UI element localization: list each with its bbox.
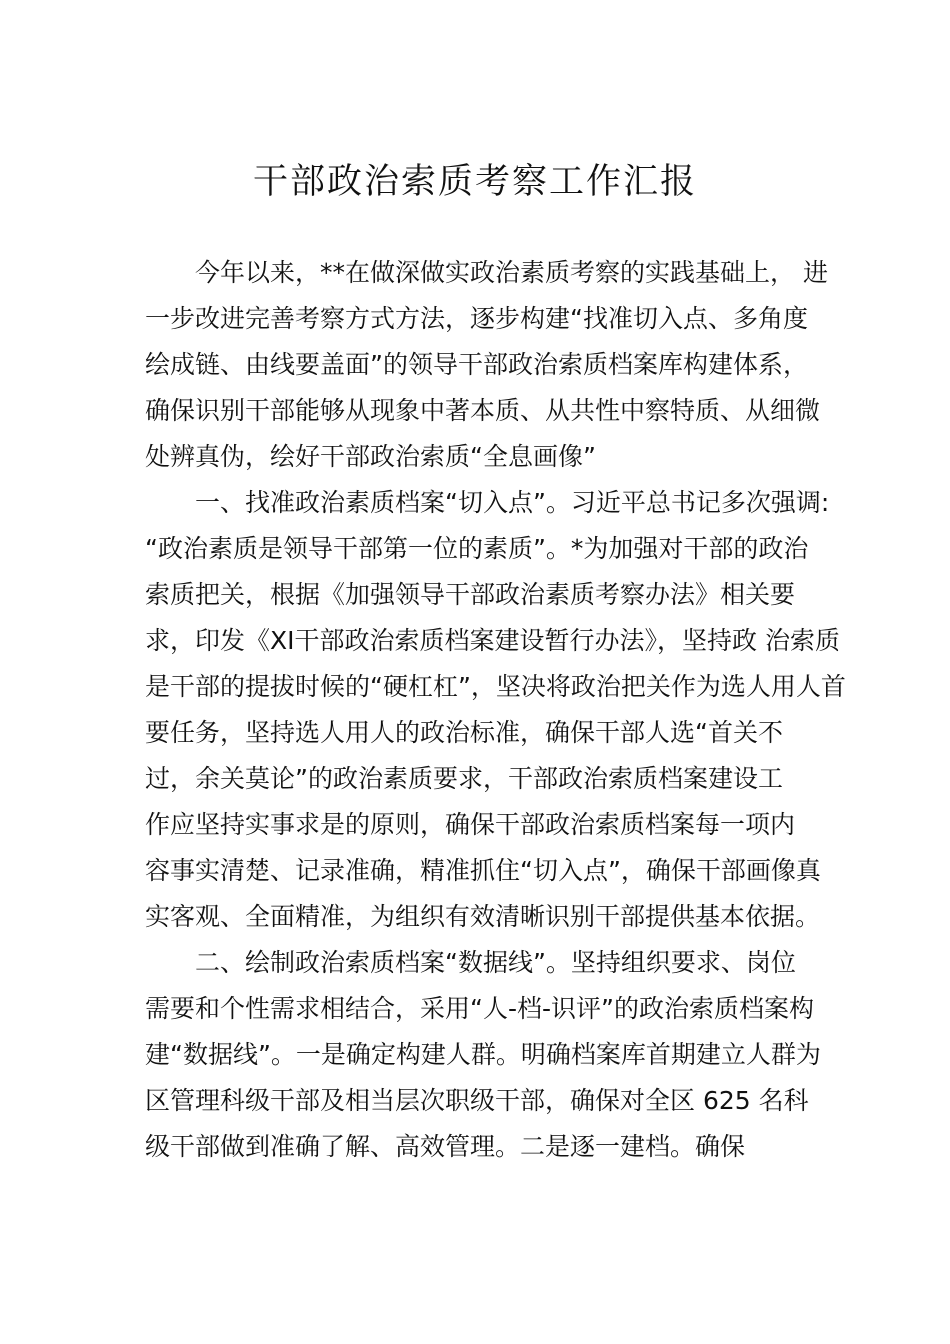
body-line: 需要和个性需求相结合，采用“人-档-识评”的政治索质档案构 (145, 994, 814, 1023)
body-line: 容事实清楚、记录准确，精准抓住“切入点”，确保干部画像真 (145, 856, 821, 885)
body-line: 今年以来，**在做深做实政治素质考察的实践基础上， 进 (195, 258, 828, 287)
body-line: 是干部的提拔时候的“硬杠杠”，坚决将政治把关作为选人用人首 (145, 672, 846, 701)
body-line: 一、找准政治素质档案“切入点”。习近平总书记多次强调: (195, 488, 830, 517)
body-line: 过，余关莫论”的政治素质要求，干部政治索质档案建设工 (145, 764, 783, 793)
document-body (145, 250, 846, 1170)
document-title: 干部政治索质考察工作汇报 (252, 162, 697, 202)
body-line: 绘成链、由线要盖面”的领导干部政治索质档案库构建体系， (145, 350, 808, 379)
body-line: 确保识别干部能够从现象中著本质、从共性中察特质、从细微 (145, 396, 821, 425)
body-line: 求，印发《XI干部政治索质档案建设暂行办法》，坚持政 治索质 (145, 626, 840, 655)
body-line: 级干部做到准确了解、高效管理。二是逐一建档。确保 (145, 1132, 746, 1161)
body-line: 一步改进完善考察方式方法，逐步构建“找准切入点、多角度 (145, 304, 808, 333)
body-line: 索质把关，根据《加强领导干部政治素质考察办法》相关要 (145, 580, 796, 609)
body-line: 要任务，坚持选人用人的政治标准，确保干部人选“首关不 (145, 718, 783, 747)
body-line: “政治素质是领导干部第一位的素质”。*为加强对干部的政治 (145, 534, 809, 563)
body-line: 实客观、全面精准，为组织有效清晰识别干部提供基本依据。 (145, 902, 821, 931)
body-line: 二、绘制政治索质档案“数据线”。坚持组织要求、岗位 (195, 948, 796, 977)
body-line: 区管理科级干部及相当层次职级干部，确保对全区 625 名科 (145, 1086, 809, 1115)
body-line: 处辨真伪，绘好干部政治索质“全息画像” (145, 442, 596, 471)
body-line: 作应坚持实事求是的原则，确保干部政治索质档案每一项内 (145, 810, 796, 839)
body-line: 建“数据线”。一是确定构建人群。明确档案库首期建立人群为 (145, 1040, 821, 1069)
